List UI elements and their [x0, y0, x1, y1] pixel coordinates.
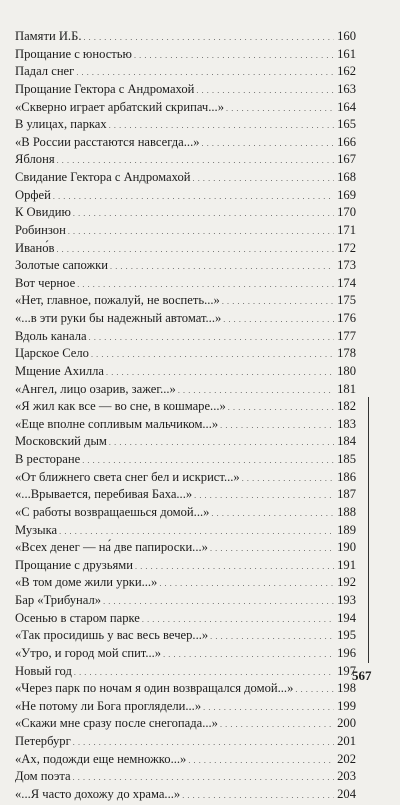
toc-entry-page: 200: [337, 716, 356, 731]
toc-entry-page: 180: [337, 363, 356, 378]
dot-leader: [56, 240, 334, 259]
toc-entry: [15, 28, 356, 46]
toc-entry: [15, 522, 356, 540]
toc-entry-title: Мщение Ахилла: [15, 363, 104, 378]
dot-leader: [242, 469, 334, 488]
toc-entry-page: 182: [337, 399, 356, 414]
toc-entry-title: «...Врывается, перебивая Баха...»: [15, 487, 193, 502]
dot-leader: [142, 610, 334, 629]
toc-entry-page: 195: [337, 628, 356, 643]
toc-entry-page: 178: [337, 346, 356, 361]
toc-entry: [15, 592, 356, 610]
toc-entry-page: 185: [337, 452, 356, 466]
dot-leader: [109, 116, 334, 135]
toc-entry-title: Музыка: [15, 522, 58, 537]
toc-entry: [15, 557, 356, 575]
toc-entry-title: «В России расстаются навсегда...»: [15, 134, 200, 149]
toc-entry: [15, 257, 356, 275]
toc-entry-title: Петербург: [15, 734, 71, 748]
toc-entry-page: 169: [337, 187, 356, 202]
toc-entry-title: В ресторане: [15, 452, 81, 466]
toc-entry-title: «Еще вполне сопливым мальчиком...»: [15, 416, 219, 431]
dot-leader: [103, 592, 334, 611]
toc-entry: [15, 134, 356, 152]
dot-leader: [295, 680, 334, 699]
margin-rule: [368, 397, 369, 663]
toc-entry: [15, 381, 356, 399]
toc-entry-title: В улицах, парках: [15, 117, 107, 132]
toc-entry: [15, 627, 356, 645]
toc-entry: [15, 99, 356, 117]
dot-leader: [91, 345, 334, 364]
toc-entry-page: 184: [337, 434, 356, 449]
dot-leader: [73, 733, 334, 752]
toc-entry-page: 197: [337, 663, 356, 678]
toc-entry: [15, 292, 356, 310]
toc-entry-title: Падал снег: [15, 64, 75, 79]
toc-entry-page: 186: [337, 469, 356, 484]
toc-entry-title: «Ах, подожди еще немножко...»: [15, 751, 187, 766]
dot-leader: [226, 99, 334, 118]
toc-entry-title: Вдоль канала: [15, 328, 87, 343]
toc-entry-page: 171: [337, 222, 356, 237]
dot-leader: [76, 63, 334, 82]
toc-entry-title: «Ангел, лицо озарив, зажег...»: [15, 381, 176, 396]
dot-leader: [109, 433, 334, 452]
dot-leader: [77, 275, 334, 294]
toc-entry-page: 202: [337, 751, 356, 766]
toc-entry-page: 160: [337, 29, 356, 43]
toc-entry-title: Памяти И.Б.: [15, 29, 82, 43]
toc-entry-title: Царское Село: [15, 346, 89, 361]
dot-leader: [210, 539, 334, 558]
dot-leader: [193, 169, 335, 188]
dot-leader: [228, 398, 334, 417]
toc-entry-title: Свидание Гектора с Андромахой: [15, 170, 191, 184]
dot-leader: [82, 451, 334, 470]
toc-entry-page: 161: [337, 46, 356, 61]
toc-entry-page: 183: [337, 416, 356, 431]
dot-leader: [222, 292, 334, 311]
toc-entry: [15, 116, 356, 134]
toc-entry: [15, 680, 356, 698]
toc-entry-title: «В том доме жили урки...»: [15, 575, 158, 590]
toc-entry: [15, 46, 356, 64]
toc-entry-page: 165: [337, 117, 356, 132]
dot-leader: [110, 257, 334, 276]
toc-entry-page: 173: [337, 258, 356, 273]
toc-entry-title: «Через парк по ночам я один возвращался домой...»: [15, 681, 294, 696]
toc-entry-page: 175: [337, 293, 356, 308]
dot-leader: [194, 486, 334, 505]
toc-entry-page: 199: [337, 698, 356, 713]
toc-entry-title: Яблоня: [15, 152, 55, 167]
toc-entry-title: «С работы возвращаешься домой...»: [15, 504, 210, 519]
dot-leader: [53, 187, 334, 206]
dot-leader: [73, 768, 334, 787]
toc-entry-page: 187: [337, 487, 356, 502]
toc-entry-page: 192: [337, 575, 356, 590]
toc-entry-page: 164: [337, 99, 356, 114]
dot-leader: [182, 786, 334, 805]
toc-entry-page: 170: [337, 205, 356, 220]
toc-entry: [15, 751, 356, 769]
table-of-contents: [15, 28, 356, 804]
dot-leader: [211, 504, 334, 523]
toc-entry-page: 172: [337, 240, 356, 255]
toc-entry-title: К Овидию: [15, 205, 71, 220]
toc-entry-page: 167: [337, 152, 356, 167]
toc-entry: [15, 733, 356, 751]
toc-entry: [15, 81, 356, 99]
toc-entry-title: Робинзон: [15, 222, 66, 237]
toc-entry-title: Бар «Трибунал»: [15, 593, 102, 607]
toc-entry-page: 190: [337, 540, 356, 555]
toc-entry-page: 174: [337, 275, 356, 290]
dot-leader: [106, 363, 334, 382]
toc-entry-page: 162: [337, 64, 356, 79]
dot-leader: [74, 663, 334, 682]
dot-leader: [220, 715, 334, 734]
toc-entry: [15, 416, 356, 434]
toc-entry: [15, 398, 356, 416]
toc-entry: [15, 345, 356, 363]
toc-entry-title: «Скажи мне сразу после снегопада...»: [15, 716, 218, 731]
toc-entry-page: 188: [337, 504, 356, 519]
toc-entry: [15, 610, 356, 628]
toc-entry: [15, 469, 356, 487]
toc-entry-title: «Я жил как все — во сне, в кошмаре...»: [15, 399, 226, 414]
page-number: 567: [352, 668, 372, 683]
toc-entry-title: Осенью в старом парке: [15, 610, 140, 625]
toc-entry: [15, 328, 356, 346]
toc-entry-page: 198: [337, 681, 356, 696]
toc-entry: [15, 222, 356, 240]
toc-entry-title: «Всех денег — на́ две папироски...»: [15, 540, 208, 555]
toc-entry: [15, 768, 356, 786]
toc-entry-title: «...Я часто дохожу до храма...»: [15, 786, 181, 801]
toc-entry-title: «...в эти руки бы надежный автомат...»: [15, 311, 222, 325]
toc-entry: [15, 715, 356, 733]
dot-leader: [188, 751, 334, 770]
dot-leader: [202, 134, 334, 153]
toc-entry-title: Прощание с друзьями: [15, 557, 133, 572]
toc-entry-page: 191: [337, 557, 356, 572]
toc-entry: [15, 786, 356, 804]
toc-entry: [15, 187, 356, 205]
dot-leader: [68, 222, 334, 241]
toc-entry-page: 177: [337, 328, 356, 343]
toc-entry-page: 163: [337, 81, 356, 96]
dot-leader: [210, 627, 334, 646]
dot-leader: [134, 46, 334, 65]
toc-entry-title: Прощание Гектора с Андромахой: [15, 81, 195, 96]
dot-leader: [73, 204, 334, 223]
toc-entry: [15, 539, 356, 557]
toc-entry-title: Новый год: [15, 663, 72, 678]
toc-entry: [15, 169, 356, 187]
toc-entry: [15, 240, 356, 258]
toc-entry-title: «Утро, и город мой спит...»: [15, 645, 162, 660]
toc-entry-page: 193: [337, 593, 356, 607]
toc-entry: [15, 363, 356, 381]
toc-entry: [15, 645, 356, 663]
toc-entry-page: 168: [337, 170, 356, 184]
toc-entry: [15, 63, 356, 81]
toc-entry-page: 189: [337, 522, 356, 537]
toc-entry: [15, 574, 356, 592]
dot-leader: [159, 574, 334, 593]
toc-entry: [15, 151, 356, 169]
toc-entry-title: «Так просидишь у вас весь вечер...»: [15, 628, 209, 643]
toc-entry-page: 201: [337, 734, 356, 748]
toc-entry: [15, 698, 356, 716]
toc-entry-title: Золотые сапожки: [15, 258, 109, 273]
toc-entry-title: Орфей: [15, 187, 51, 202]
toc-entry-page: 196: [337, 645, 356, 660]
toc-entry: [15, 275, 356, 293]
dot-leader: [163, 645, 334, 664]
dot-leader: [223, 310, 334, 329]
dot-leader: [220, 416, 334, 435]
toc-entry: [15, 204, 356, 222]
dot-leader: [89, 328, 334, 347]
dot-leader: [178, 381, 334, 400]
toc-entry: [15, 504, 356, 522]
dot-leader: [196, 81, 334, 100]
dot-leader: [59, 522, 334, 541]
toc-entry-page: 166: [337, 134, 356, 149]
toc-entry: [15, 310, 356, 328]
dot-leader: [203, 698, 334, 717]
dot-leader: [57, 151, 334, 170]
toc-entry: [15, 486, 356, 504]
toc-entry-title: «Скверно играет арбатский скрипач...»: [15, 99, 224, 114]
toc-entry-page: 203: [337, 769, 356, 784]
toc-entry-page: 194: [337, 610, 356, 625]
toc-entry-page: 204: [337, 786, 356, 801]
toc-entry-title: «Нет, главное, пожалуй, не воспеть...»: [15, 293, 220, 308]
toc-entry: [15, 451, 356, 469]
toc-entry-title: Прощание с юностью: [15, 46, 132, 61]
dot-leader: [83, 28, 334, 47]
toc-entry: [15, 663, 356, 681]
toc-entry-title: Дом поэта: [15, 769, 71, 784]
toc-entry-title: «Не потому ли Бога проглядели...»: [15, 698, 202, 713]
toc-entry-title: Ивано́в: [15, 240, 55, 255]
toc-entry-page: 181: [337, 381, 356, 396]
toc-entry-title: «От ближнего света снег бел и искрист...»: [15, 469, 240, 484]
toc-entry-title: Вот черное: [15, 275, 76, 290]
dot-leader: [135, 557, 334, 576]
toc-entry: [15, 433, 356, 451]
toc-entry-page: 176: [337, 311, 356, 325]
toc-entry-title: Московский дым: [15, 434, 107, 449]
